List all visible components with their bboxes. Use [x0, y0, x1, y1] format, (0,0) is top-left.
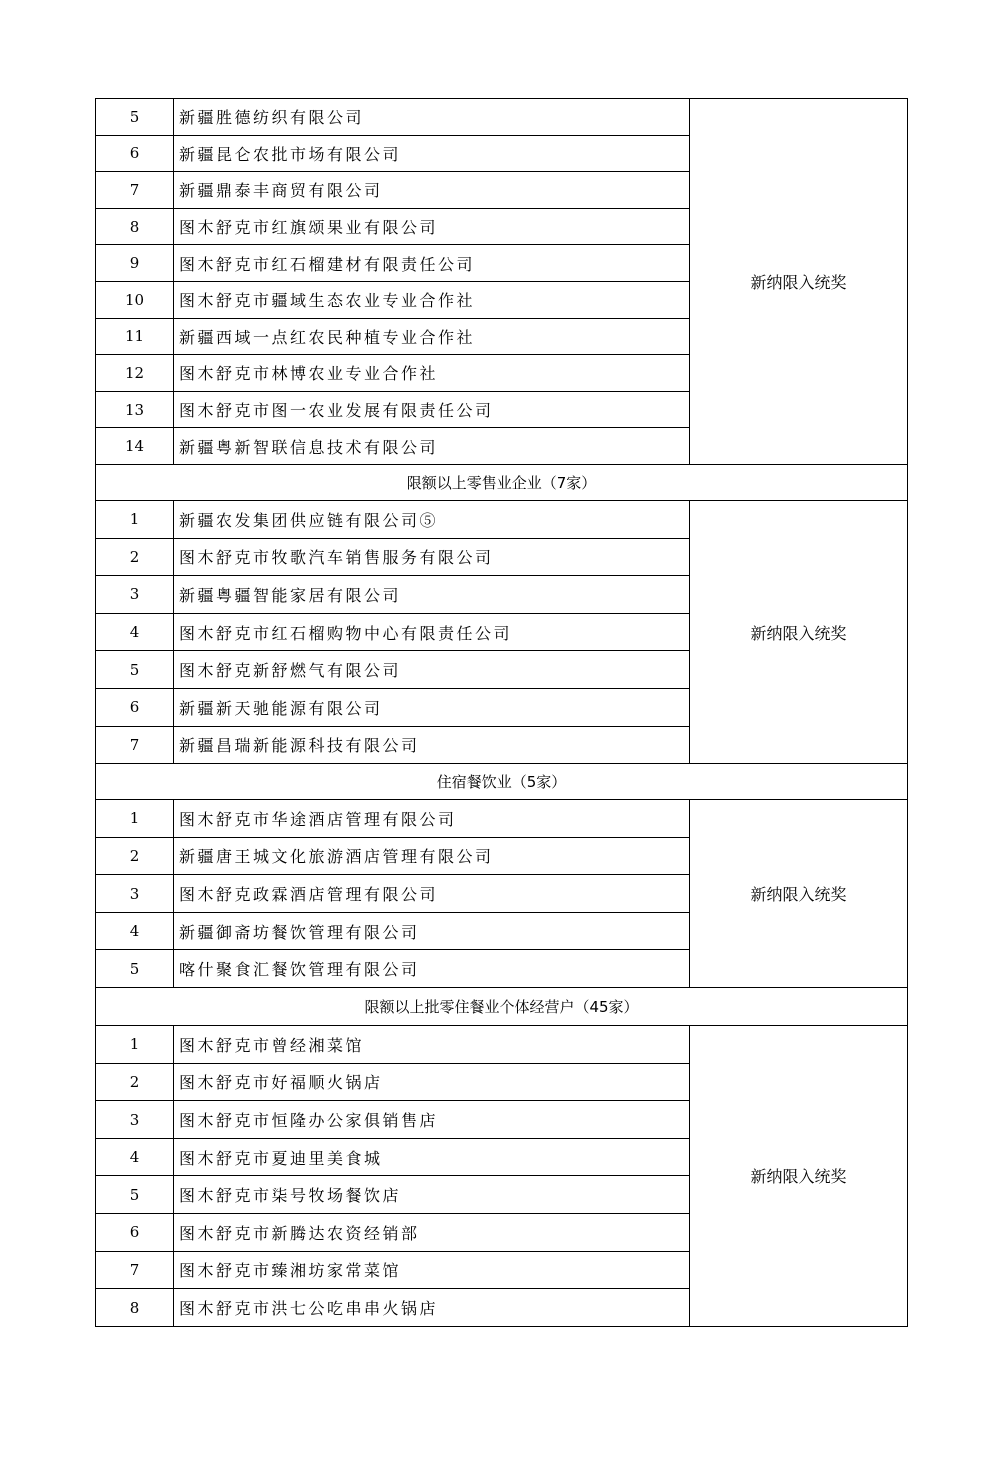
company-name: 图木舒克市疆域生态农业专业合作社: [174, 281, 690, 318]
row-number: 11: [96, 318, 174, 355]
section-title: 住宿餐饮业（5家）: [96, 764, 908, 800]
row-number: 1: [96, 500, 174, 538]
row-number: 1: [96, 1026, 174, 1064]
award-list-table: [95, 98, 907, 1327]
row-number: 5: [96, 99, 174, 136]
company-name: 图木舒克市曾经湘菜馆: [174, 1026, 690, 1064]
company-name: 新疆新天驰能源有限公司: [174, 688, 690, 726]
company-name: 图木舒克市新腾达农资经销部: [174, 1214, 690, 1252]
row-number: 12: [96, 355, 174, 392]
row-number: 2: [96, 837, 174, 875]
table-row: [96, 99, 908, 136]
row-number: 6: [96, 135, 174, 172]
company-name: 新疆唐王城文化旅游酒店管理有限公司: [174, 837, 690, 875]
company-name: 图木舒克市图一农业发展有限责任公司: [174, 391, 690, 428]
company-name: 图木舒克市林博农业专业合作社: [174, 355, 690, 392]
row-number: 1: [96, 800, 174, 838]
row-number: 2: [96, 1063, 174, 1101]
award-type: 新纳限入统奖: [690, 500, 908, 763]
row-number: 8: [96, 1289, 174, 1327]
company-name: 新疆粤疆智能家居有限公司: [174, 576, 690, 614]
company-name: 图木舒克市恒隆办公家俱销售店: [174, 1101, 690, 1139]
row-number: 2: [96, 538, 174, 576]
row-number: 3: [96, 576, 174, 614]
company-name: 图木舒克市牧歌汽车销售服务有限公司: [174, 538, 690, 576]
row-number: 13: [96, 391, 174, 428]
award-type: 新纳限入统奖: [690, 99, 908, 465]
company-name: 新疆粤新智联信息技术有限公司: [174, 428, 690, 465]
company-name: 图木舒克市洪七公吃串串火锅店: [174, 1289, 690, 1327]
company-name: 图木舒克市臻湘坊家常菜馆: [174, 1251, 690, 1289]
section-title: 限额以上零售业企业（7家）: [96, 464, 908, 500]
row-number: 4: [96, 912, 174, 950]
award-type: 新纳限入统奖: [690, 800, 908, 988]
company-name: 图木舒克市夏迪里美食城: [174, 1138, 690, 1176]
award-type: 新纳限入统奖: [690, 1026, 908, 1327]
section-header-row: [96, 464, 908, 500]
table-row: [96, 1026, 908, 1064]
row-number: 3: [96, 875, 174, 913]
table-body: [96, 99, 908, 1327]
row-number: 3: [96, 1101, 174, 1139]
section-header-row: [96, 764, 908, 800]
company-name: 新疆鼎泰丰商贸有限公司: [174, 172, 690, 209]
company-name: 图木舒克市红旗颂果业有限公司: [174, 208, 690, 245]
company-name: 新疆胜德纺织有限公司: [174, 99, 690, 136]
row-number: 7: [96, 1251, 174, 1289]
row-number: 9: [96, 245, 174, 282]
company-name: 喀什聚食汇餐饮管理有限公司: [174, 950, 690, 988]
row-number: 10: [96, 281, 174, 318]
row-number: 5: [96, 1176, 174, 1214]
company-name: 图木舒克市红石榴购物中心有限责任公司: [174, 613, 690, 651]
table-row: [96, 800, 908, 838]
section-title: 限额以上批零住餐业个体经营户（45家）: [96, 988, 908, 1026]
company-name: 图木舒克市红石榴建材有限责任公司: [174, 245, 690, 282]
row-number: 6: [96, 1214, 174, 1252]
row-number: 5: [96, 651, 174, 689]
row-number: 5: [96, 950, 174, 988]
company-name: 图木舒克市柒号牧场餐饮店: [174, 1176, 690, 1214]
row-number: 4: [96, 1138, 174, 1176]
section-header-row: [96, 988, 908, 1026]
table-row: [96, 500, 908, 538]
company-name: 新疆昆仑农批市场有限公司: [174, 135, 690, 172]
company-name: 新疆御斋坊餐饮管理有限公司: [174, 912, 690, 950]
company-name: 新疆昌瑞新能源科技有限公司: [174, 726, 690, 764]
company-name: 图木舒克政霖酒店管理有限公司: [174, 875, 690, 913]
row-number: 4: [96, 613, 174, 651]
row-number: 7: [96, 172, 174, 209]
row-number: 7: [96, 726, 174, 764]
company-name: 图木舒克新舒燃气有限公司: [174, 651, 690, 689]
row-number: 8: [96, 208, 174, 245]
row-number: 6: [96, 688, 174, 726]
company-name: 图木舒克市华途酒店管理有限公司: [174, 800, 690, 838]
company-name: 新疆农发集团供应链有限公司⑤: [174, 500, 690, 538]
company-name: 图木舒克市好福顺火锅店: [174, 1063, 690, 1101]
row-number: 14: [96, 428, 174, 465]
company-name: 新疆西域一点红农民种植专业合作社: [174, 318, 690, 355]
